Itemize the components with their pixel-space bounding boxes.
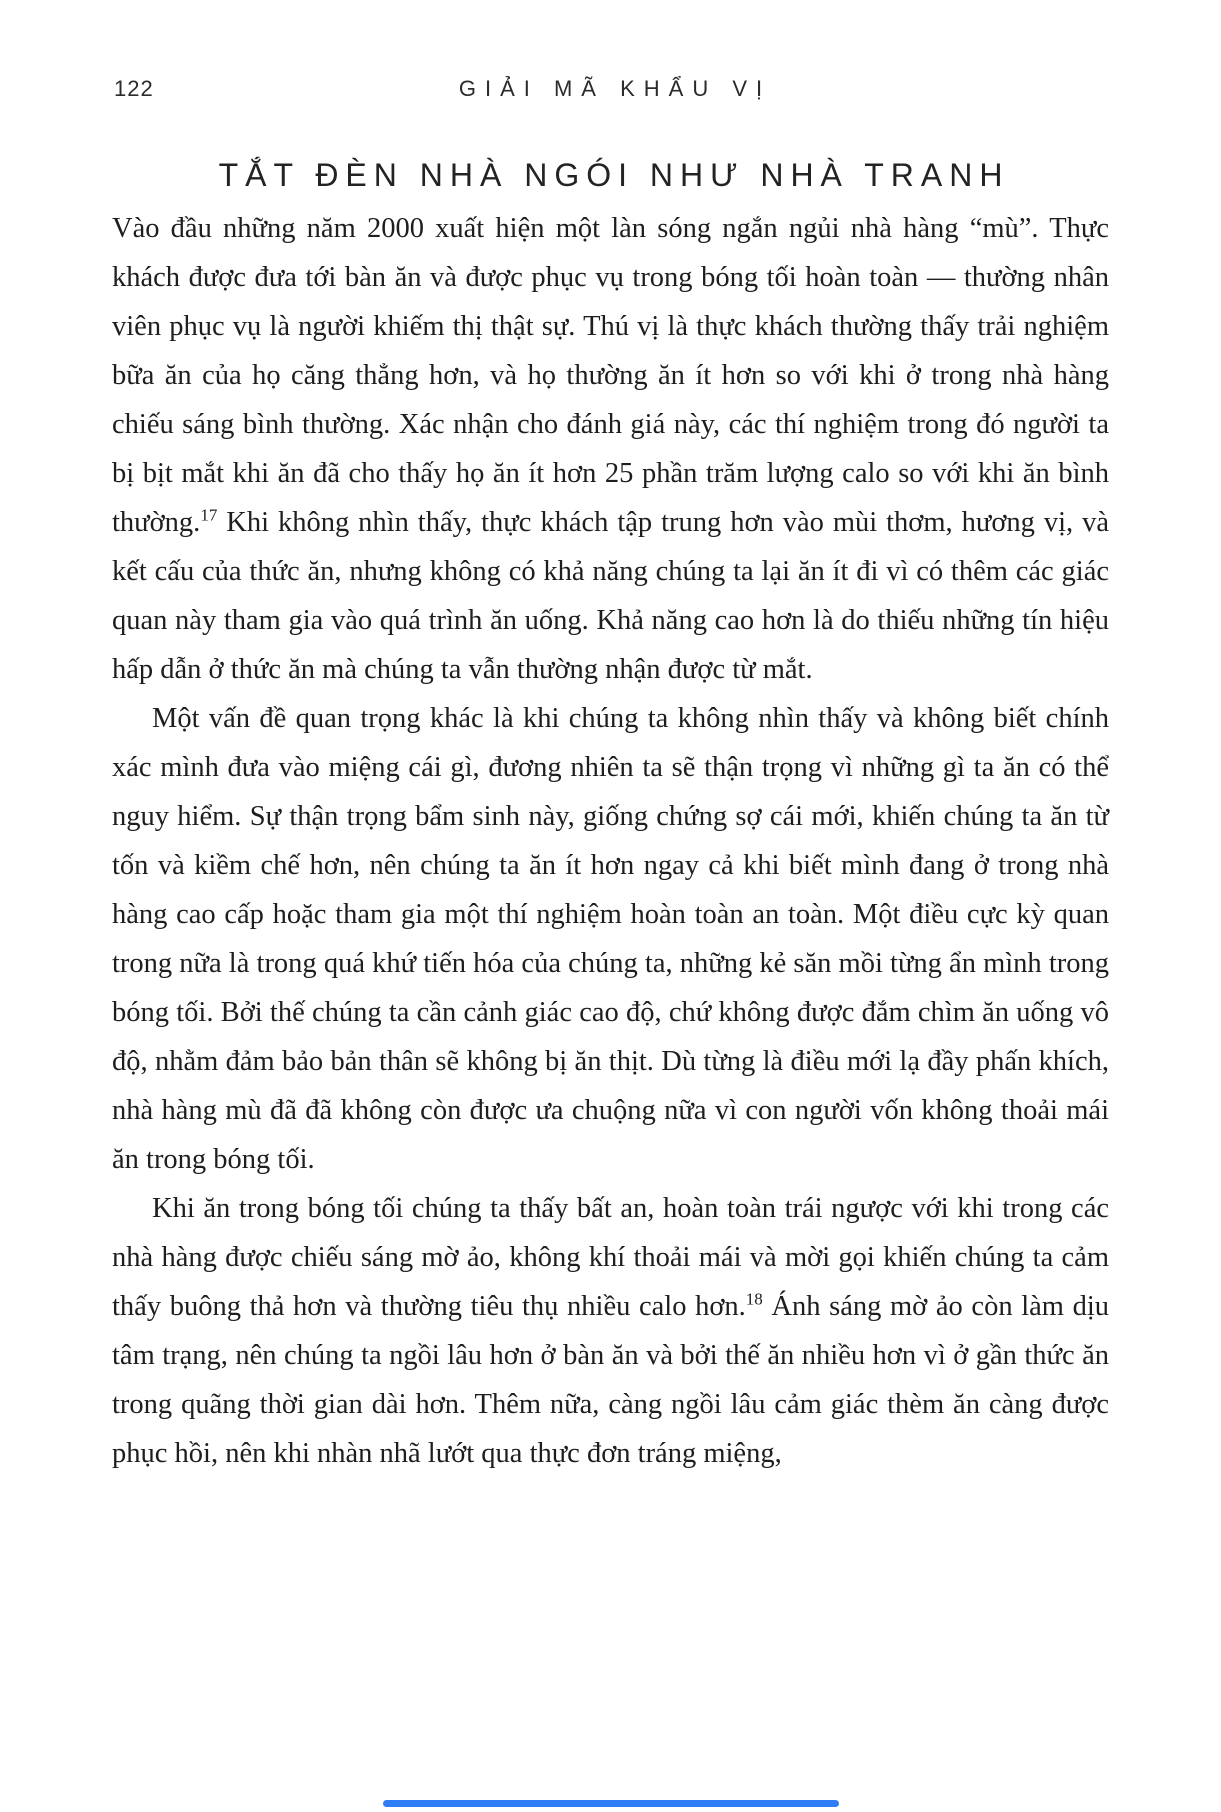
footnote-ref: 17 — [200, 505, 218, 525]
paragraph: Vào đầu những năm 2000 xuất hiện một làn sóng ngắn ngủi nhà hàng “mù”. Thực khách được đưa tới bàn ăn và được phục vụ trong bóng tối hoàn toàn — thường nhân viên phục vụ là người khiếm thị thật sự. Thú vị là thực khách thường thấy trải nghiệm bữa ăn của họ căng thẳng hơn, và họ thường ăn ít hơn so với khi ở trong nhà hàng chiếu sáng bình thường. Xác nhận cho đánh giá này, các thí nghiệm trong đó người ta bị bịt mắt khi ăn đã cho thấy họ ăn ít hơn 25 phần trăm lượng calo so với khi ăn bình thường.$^{17}$ Khi không nhìn thấy, thực khách tập trung hơn vào mùi thơm, hương vị, và kết cấu của thức ăn, nhưng không có khả năng chúng ta lại ăn ít đi vì có thêm các giác quan này tham gia vào quá trình ăn uống. Khả năng cao hơn là do thiếu những tín hiệu hấp dẫn ở thức ăn mà chúng ta vẫn thường nhận được từ mắt. — [112, 213, 1109, 685]
section-title: TẮT ĐÈN NHÀ NGÓI NHƯ NHÀ TRANH — [218, 157, 1010, 193]
reader-progress-bar[interactable] — [383, 1800, 839, 1807]
paragraph: Một vấn đề quan trọng khác là khi chúng ta không nhìn thấy và không biết chính xác mình đưa vào miệng cái gì, đương nhiên ta sẽ thận trọng vì những gì ta ăn có thể nguy hiểm. Sự thận trọng bẩm sinh này, giống chứng sợ cái mới, khiến chúng ta ăn từ tốn và kiềm chế hơn, nên chúng ta ăn ít hơn ngay cả khi biết mình đang ở trong nhà hàng cao cấp hoặc tham gia một thí nghiệm hoàn toàn an toàn. Một điều cực kỳ quan trong nữa là trong quá khứ tiến hóa của chúng ta, những kẻ săn mồi từng ẩn mình trong bóng tối. Bởi thế chúng ta cần cảnh giác cao độ, chứ không được đắm chìm ăn uống vô độ, nhằm đảm bảo bản thân sẽ không bị ăn thịt. Dù từng là điều mới lạ đầy phấn khích, nhà hàng mù đã đã không còn được ưa chuộng nữa vì con người vốn không thoải mái ăn trong bóng tối. — [112, 703, 1109, 1175]
footnote-ref: 18 — [745, 1289, 763, 1309]
page-header — [112, 76, 1109, 106]
running-title: GIẢI MÃ KHẨU VỊ — [458, 76, 772, 101]
body-text — [112, 204, 1109, 1478]
page-number: 122 — [114, 76, 154, 101]
paragraph: Khi ăn trong bóng tối chúng ta thấy bất an, hoàn toàn trái ngược với khi trong các nhà hàng được chiếu sáng mờ ảo, không khí thoải mái và mời gọi khiến chúng ta cảm thấy buông thả hơn và thường tiêu thụ nhiều calo hơn.$^{18}$ Ánh sáng mờ ảo còn làm dịu tâm trạng, nên chúng ta ngồi lâu hơn ở bàn ăn và bởi thế ăn nhiều hơn vì ở gần thức ăn trong quãng thời gian dài hơn. Thêm nữa, càng ngồi lâu cảm giác thèm ăn càng được phục hồi, nên khi nhàn nhã lướt qua thực đơn tráng miệng, — [112, 1193, 1109, 1469]
